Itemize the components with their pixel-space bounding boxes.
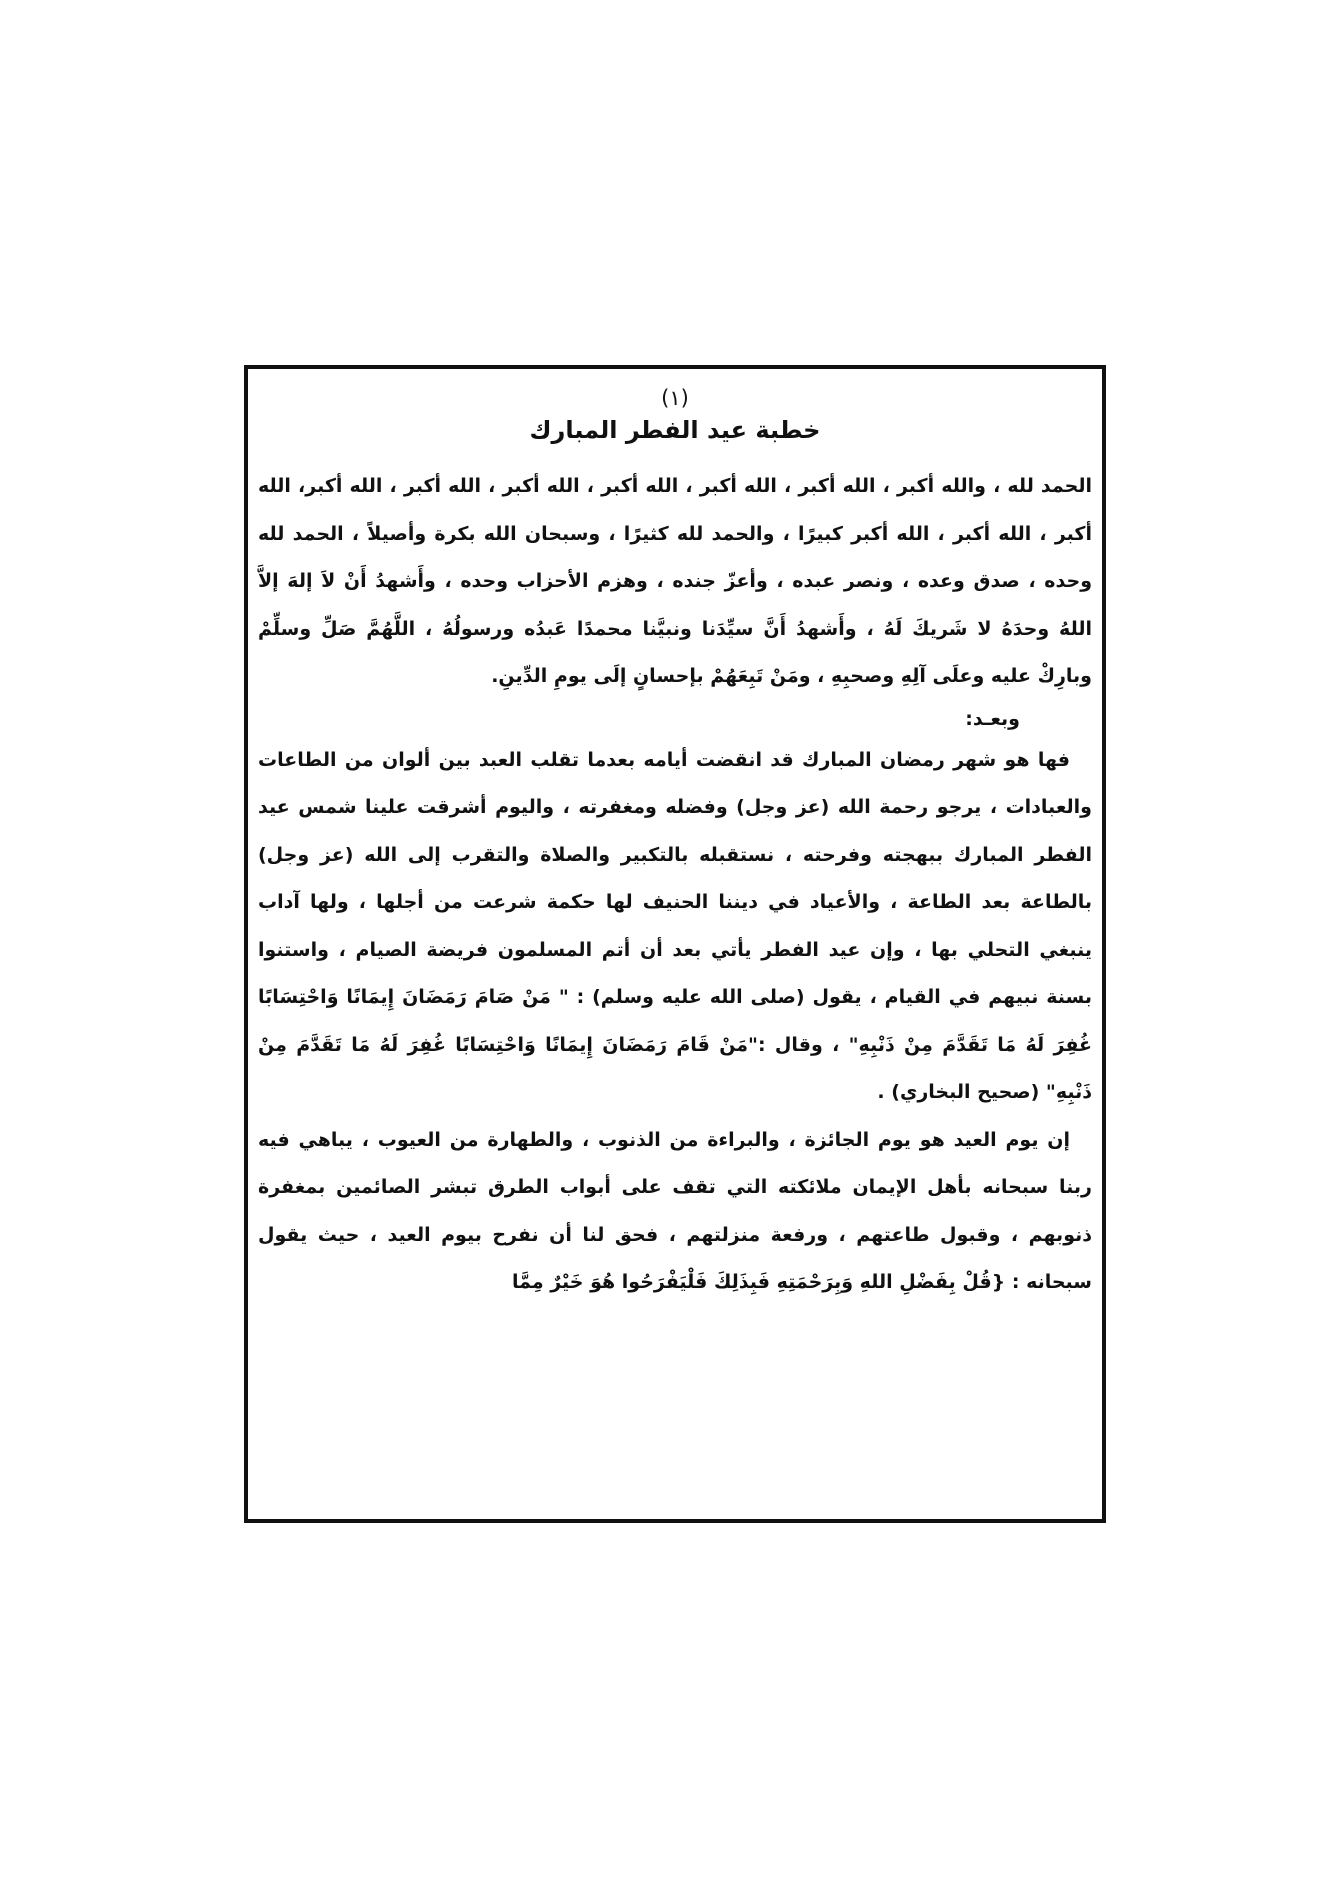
eid-day-paragraph: إن يوم العيد هو يوم الجائزة ، والبراءة من الذنوب ، والطهارة من العيوب ، يباهي فيه ربنا سبحانه بأهل الإيمان ملائكته التي تقف على أبواب الطرق تبشر الصائمين بمغفرة ذنوبهم ، وقبول طاعتهم ، ورفعة منزلتهم ، فحق لنا أن نفرح بيوم العيد ، حيث يقول سبحانه : {قُلْ بِفَضْلِ اللهِ وَبِرَحْمَتِهِ فَبِذَلِكَ فَلْيَفْرَحُوا هُوَ خَيْرٌ مِمَّا — [258, 1128, 1092, 1293]
ramadan-paragraph: فها هو شهر رمضان المبارك قد انقضت أيامه بعدما تقلب العبد بين ألوان من الطاعات والعبادات ، يرجو رحمة الله (عز وجل) وفضله ومغفرته ، واليوم أشرقت علينا شمس عيد الفطر المبارك ببهجته وفرحته ، نستقبله بالتكبير والصلاة والتقرب إلى الله (عز وجل) بالطاعة بعد الطاعة ، والأعياد في ديننا الحنيف لها حكمة شرعت من أجلها ، ولها آداب ينبغي التحلي بها ، وإن عيد الفطر يأتي بعد أن أتم المسلمون فريضة الصيام ، واستنوا بسنة نبيهم في القيام ، يقول (صلى الله عليه وسلم) : " مَنْ صَامَ رَمَضَانَ إِيمَانًا وَاحْتِسَابًا غُفِرَ لَهُ مَا تَقَدَّمَ مِنْ ذَنْبِهِ" ، وقال :"مَنْ قَامَ رَمَضَانَ إِيمَانًا وَاحْتِسَابًا غُفِرَ لَهُ مَا تَقَدَّمَ مِنْ ذَنْبِهِ" (صحيح البخاري) . — [258, 748, 1092, 1103]
page-number: (١) — [661, 386, 689, 410]
document-frame — [244, 365, 1106, 1523]
sermon-title: خطبة عيد الفطر المبارك — [529, 416, 821, 444]
opening-praise-paragraph: الحمد لله ، والله أكبر ، الله أكبر ، الله أكبر ، الله أكبر ، الله أكبر ، الله أكبر ، الله أكبر، الله أكبر ، الله أكبر ، الله أكبر كبيرًا ، والحمد لله كثيرًا ، وسبحان الله بكرة وأصيلاً ، الحمد لله وحده ، صدق وعده ، ونصر عبده ، وأعزّ جنده ، وهزم الأحزاب وحده ، وأَشهدُ أَنْ لاَ إلهَ إلاَّ اللهُ وحدَهُ لا شَريكَ لَهُ ، وأَشهدُ أَنَّ سيِّدَنا ونبيَّنا محمدًا عَبدُه ورسولُهُ ، اللَّهُمَّ صَلِّ وسلِّمْ وبارِكْ عليه وعلَى آلِهِ وصحبِهِ ، ومَنْ تَبِعَهُمْ بإحسانٍ إلَى يومِ الدِّينِ. — [258, 475, 1092, 687]
transition-heading: وبعـد: — [965, 707, 1020, 730]
